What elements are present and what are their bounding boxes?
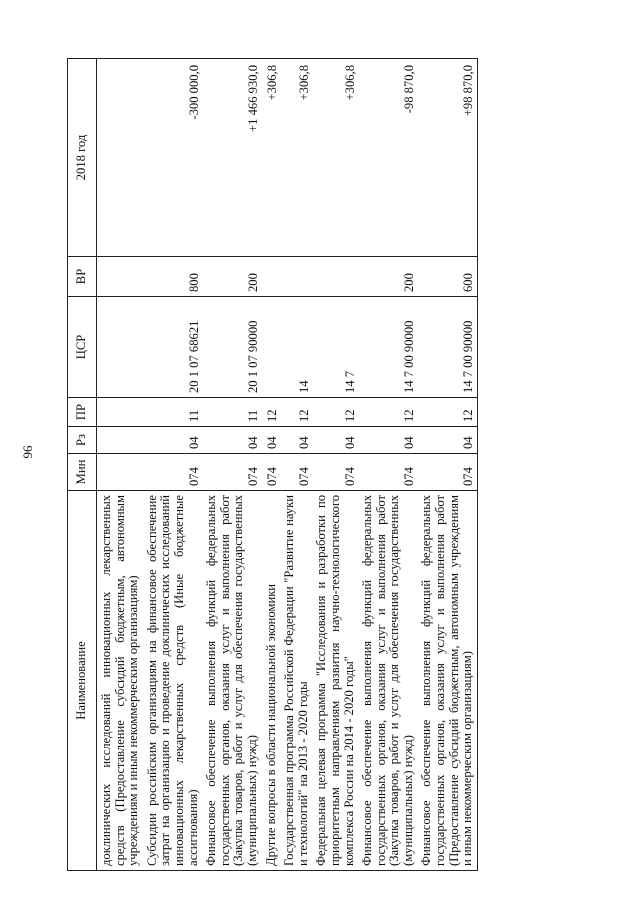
row-rz: 04 bbox=[358, 427, 417, 454]
row-value: +98 870,0 bbox=[417, 59, 477, 257]
page-number: 96 bbox=[20, 445, 35, 459]
row-value: +306,8 bbox=[312, 59, 358, 257]
row-min: 074 bbox=[417, 454, 477, 491]
header-csr: ЦСР bbox=[68, 297, 97, 398]
row-csr: 14 7 00 90000 bbox=[358, 297, 417, 398]
row-pr: 12 bbox=[280, 398, 312, 427]
row-value: +1 466 930,0 bbox=[202, 59, 261, 257]
row-value: +306,8 bbox=[280, 59, 312, 257]
table-row bbox=[262, 59, 281, 871]
header-rz: Рз bbox=[68, 427, 97, 454]
budget-table bbox=[67, 58, 478, 871]
table-row bbox=[417, 59, 477, 871]
table-row bbox=[280, 59, 312, 871]
row-name: Федеральная целевая программа "Исследования и разработки по приоритетным направлениям развития научно-технологического комплекса России на 2014 - 2020 годы" bbox=[312, 491, 358, 871]
row-csr: 14 bbox=[280, 297, 312, 398]
row-name: Другие вопросы в области национальной экономики bbox=[262, 491, 281, 871]
table-row bbox=[202, 59, 261, 871]
row-rz: 04 bbox=[417, 427, 477, 454]
table-row bbox=[143, 59, 202, 871]
header-year: 2018 год bbox=[68, 59, 97, 257]
row-pr: 12 bbox=[312, 398, 358, 427]
row-pr bbox=[97, 398, 143, 427]
row-min bbox=[97, 454, 143, 491]
row-value: +306,8 bbox=[262, 59, 281, 257]
row-name: Финансовое обеспечение выполнения функций федеральных государственных органов, оказания услуг и выполнения работ (Закупка товаров, работ и услуг для обеспечения государственных (муниципальных) нужд) bbox=[358, 491, 417, 871]
table-row bbox=[97, 59, 143, 871]
row-pr: 12 bbox=[417, 398, 477, 427]
row-min: 074 bbox=[358, 454, 417, 491]
row-vr: 600 bbox=[417, 257, 477, 297]
row-rz: 04 bbox=[143, 427, 202, 454]
table-row bbox=[358, 59, 417, 871]
row-csr: 14 7 00 90000 bbox=[417, 297, 477, 398]
row-vr: 200 bbox=[202, 257, 261, 297]
row-pr: 12 bbox=[358, 398, 417, 427]
row-name: Субсидии российским организациям на финансовое обеспечение затрат на организацию и проведение доклинических исследований инновационных лекарственных средств (Иные бюджетные ассигнования) bbox=[143, 491, 202, 871]
row-rz bbox=[97, 427, 143, 454]
row-min: 074 bbox=[262, 454, 281, 491]
row-csr: 14 7 bbox=[312, 297, 358, 398]
row-vr: 800 bbox=[143, 257, 202, 297]
row-min: 074 bbox=[280, 454, 312, 491]
row-name: Финансовое обеспечение выполнения функций федеральных государственных органов, оказания услуг и выполнения работ (Предоставление субсидий бюджетным, автономным учреждениям и иным некоммерческим организациям) bbox=[417, 491, 477, 871]
row-vr: 200 bbox=[358, 257, 417, 297]
row-vr bbox=[280, 257, 312, 297]
rotated-page-content bbox=[67, 59, 580, 871]
header-vr: ВР bbox=[68, 257, 97, 297]
row-pr: 11 bbox=[202, 398, 261, 427]
header-pr: ПР bbox=[68, 398, 97, 427]
row-name: Государственная программа Российской Федерации "Развитие науки и технологий" на 2013 - 2020 годы bbox=[280, 491, 312, 871]
row-name: Финансовое обеспечение выполнения функций федеральных государственных органов, оказания услуг и выполнения работ (Закупка товаров, работ и услуг для обеспечения государственных (муниципальных) нужд) bbox=[202, 491, 261, 871]
row-csr: 20 1 07 68621 bbox=[143, 297, 202, 398]
header-name: Наименование bbox=[68, 491, 97, 871]
row-min: 074 bbox=[312, 454, 358, 491]
row-vr bbox=[262, 257, 281, 297]
table-row bbox=[312, 59, 358, 871]
row-value bbox=[97, 59, 143, 257]
row-csr bbox=[97, 297, 143, 398]
row-vr bbox=[312, 257, 358, 297]
row-rz: 04 bbox=[202, 427, 261, 454]
row-csr bbox=[262, 297, 281, 398]
row-pr: 11 bbox=[143, 398, 202, 427]
row-csr: 20 1 07 90000 bbox=[202, 297, 261, 398]
row-value: -300 000,0 bbox=[143, 59, 202, 257]
row-rz: 04 bbox=[262, 427, 281, 454]
row-value: -98 870,0 bbox=[358, 59, 417, 257]
row-pr: 12 bbox=[262, 398, 281, 427]
row-rz: 04 bbox=[312, 427, 358, 454]
row-rz: 04 bbox=[280, 427, 312, 454]
table-header-row bbox=[68, 59, 97, 871]
row-vr bbox=[97, 257, 143, 297]
row-min: 074 bbox=[202, 454, 261, 491]
row-name: доклинических исследований инновационных лекарственных средств (Предоставление субсидий бюджетным, автономным учреждениям и иным некоммерческим организациям) bbox=[97, 491, 143, 871]
header-min: Мин bbox=[68, 454, 97, 491]
row-min: 074 bbox=[143, 454, 202, 491]
